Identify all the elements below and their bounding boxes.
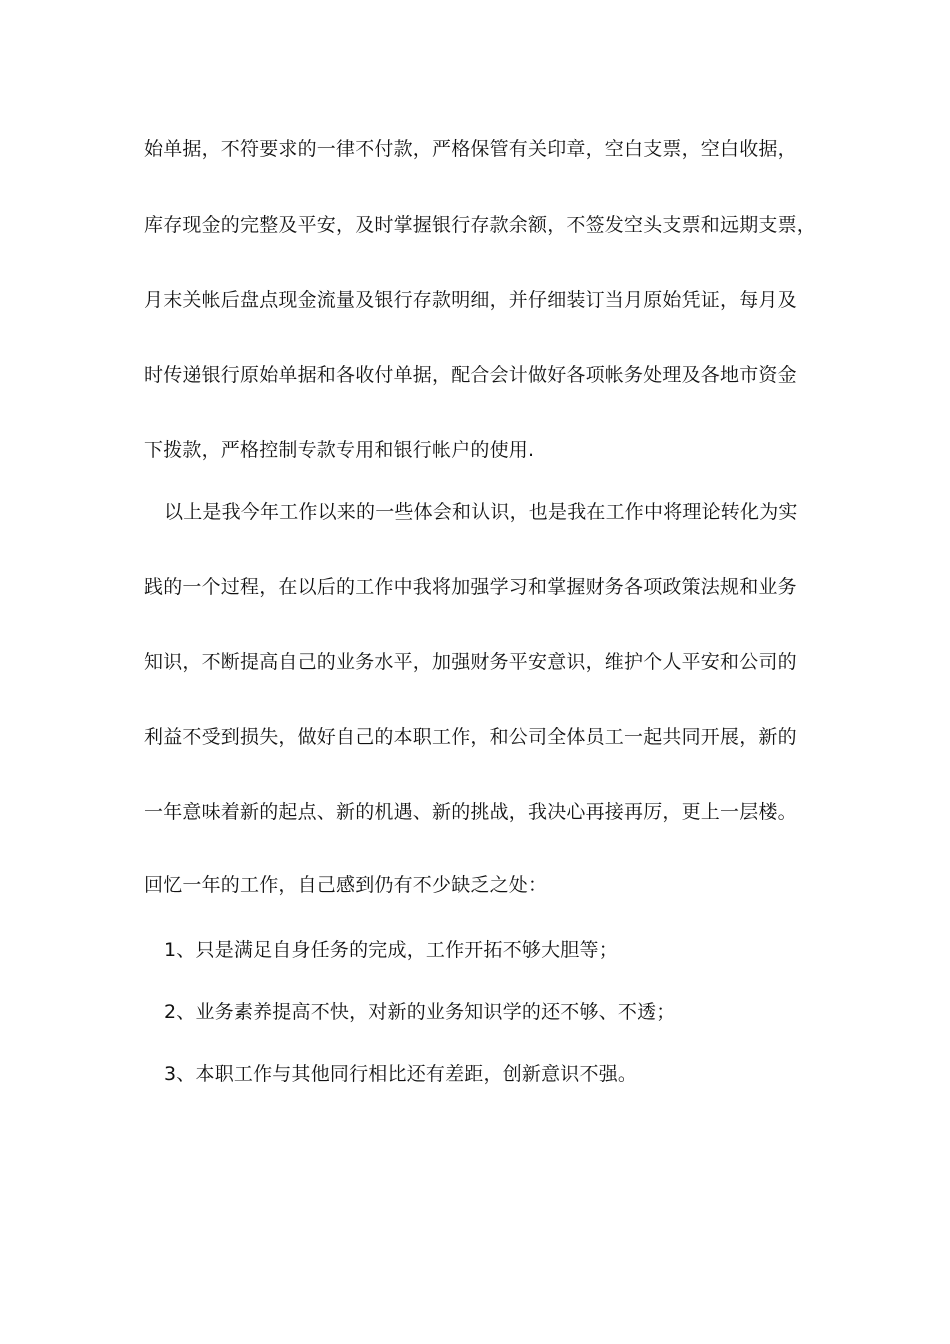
paragraph-1-line-5: 下拨款，严格控制专款专用和银行帐户的使用. [144, 439, 535, 461]
paragraph-2-line-5: 一年意味着新的起点、新的机遇、新的挑战，我决心再接再厉，更上一层楼。 [144, 801, 797, 823]
paragraph-1-line-3: 月末关帐后盘点现金流量及银行存款明细，并仔细装订当月原始凭证，每月及 [144, 289, 797, 311]
list-item-2: 2、业务素养提高不快，对新的业务知识学的还不够、不透； [164, 1001, 676, 1023]
paragraph-2-line-1: 以上是我今年工作以来的一些体会和认识，也是我在工作中将理论转化为实 [164, 501, 798, 523]
paragraph-1-line-2: 库存现金的完整及平安，及时掌握银行存款余额，不签发空头支票和远期支票， [144, 214, 817, 236]
paragraph-2-line-4: 利益不受到损失，做好自己的本职工作，和公司全体员工一起共同开展，新的 [144, 726, 797, 748]
paragraph-2-line-3: 知识，不断提高自己的业务水平，加强财务平安意识，维护个人平安和公司的 [144, 651, 797, 673]
paragraph-2-line-2: 践的一个过程，在以后的工作中我将加强学习和掌握财务各项政策法规和业务 [144, 576, 797, 598]
list-item-1: 1、只是满足自身任务的完成，工作开拓不够大胆等； [164, 939, 618, 961]
paragraph-1-line-4: 时传递银行原始单据和各收付单据，配合会计做好各项帐务处理及各地市资金 [144, 364, 797, 386]
paragraph-3-line-1: 回忆一年的工作，自己感到仍有不少缺乏之处： [144, 874, 548, 896]
paragraph-1-line-1: 始单据，不符要求的一律不付款，严格保管有关印章，空白支票，空白收据， [144, 138, 797, 160]
list-item-3: 3、本职工作与其他同行相比还有差距，创新意识不强。 [164, 1063, 638, 1085]
